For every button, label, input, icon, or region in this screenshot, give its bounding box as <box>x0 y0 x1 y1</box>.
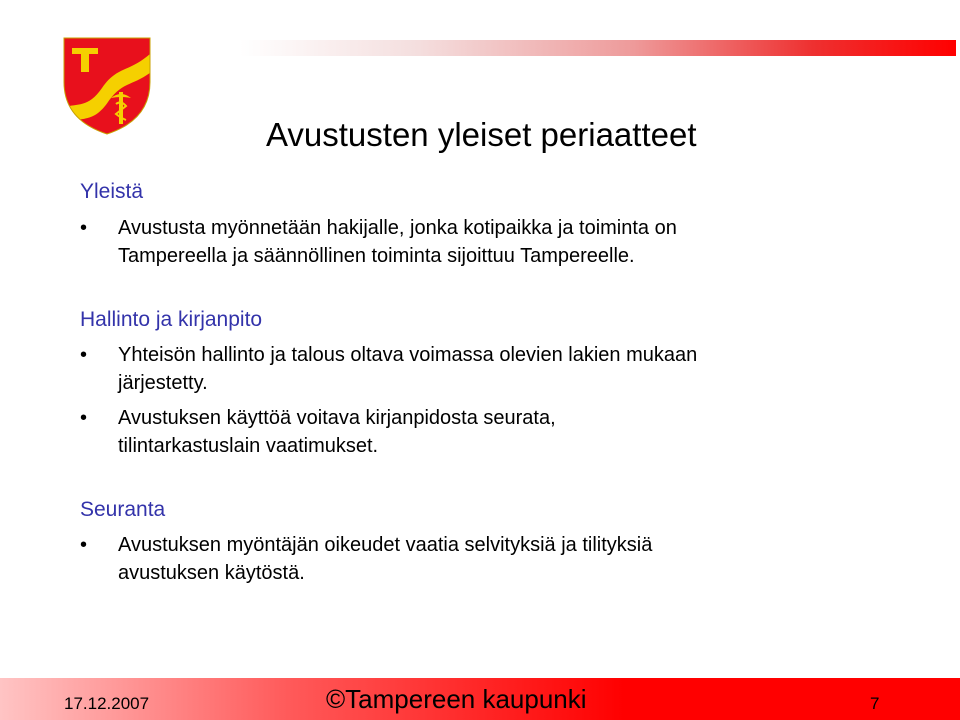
bullet-line: avustuksen käytöstä. <box>118 562 305 584</box>
bullet-line: Avustuksen käyttöä voitava kirjanpidosta seurata, <box>118 407 556 429</box>
footer-date: 17.12.2007 <box>64 694 150 713</box>
tampere-coat-of-arms-icon <box>62 36 152 136</box>
slide-title: Avustusten yleiset periaatteet <box>266 116 697 153</box>
section-heading-yleista: Yleistä <box>80 180 144 203</box>
bullet-line: Yhteisön hallinto ja talous oltava voimassa olevien lakien mukaan <box>118 344 698 366</box>
bullet-line: tilintarkastuslain vaatimukset. <box>118 435 379 457</box>
top-gradient-bar <box>240 40 956 56</box>
footer-organization: ©Tampereen kaupunki <box>326 684 587 714</box>
bullet-marker: • <box>80 407 88 429</box>
footer-bar <box>0 678 960 720</box>
bullet-line: järjestetty. <box>118 372 208 394</box>
section-heading-hallinto: Hallinto ja kirjanpito <box>80 308 263 331</box>
section-heading-seuranta: Seuranta <box>80 498 166 521</box>
bullet-marker: • <box>80 344 88 366</box>
bullet-line: Tampereella ja säännöllinen toiminta sijoittuu Tampereelle. <box>118 245 635 267</box>
bullet-line: Avustuksen myöntäjän oikeudet vaatia selvityksiä ja tilityksiä <box>118 534 653 556</box>
bullet-line: Avustusta myönnetään hakijalle, jonka kotipaikka ja toiminta on <box>118 217 677 239</box>
bullet-marker: • <box>80 534 88 556</box>
bullet-marker: • <box>80 217 88 239</box>
page-number: 7 <box>870 694 880 713</box>
